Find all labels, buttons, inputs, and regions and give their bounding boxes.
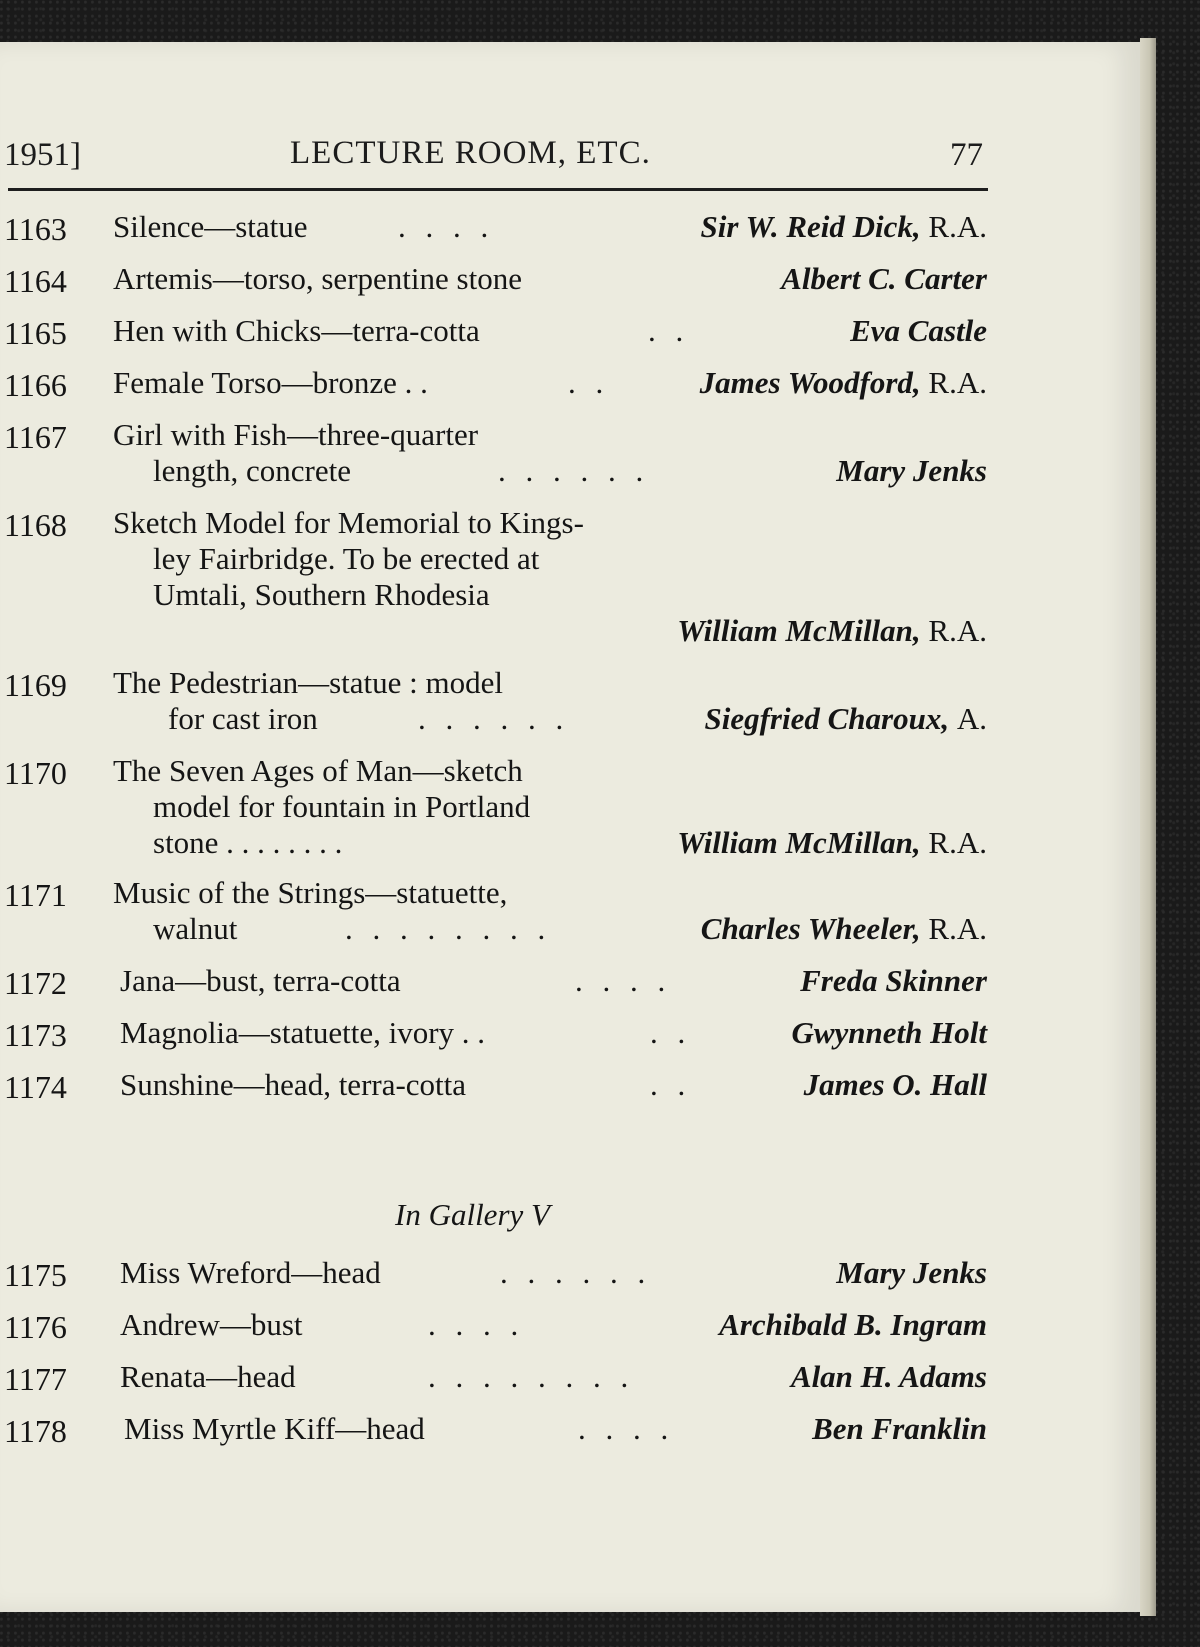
artist-name: Mary Jenks bbox=[836, 1255, 987, 1290]
header-year: 1951] bbox=[4, 137, 81, 173]
header-title: LECTURE ROOM, ETC. bbox=[290, 135, 651, 171]
artist-name: Albert C. Carter bbox=[781, 261, 987, 296]
artist-suffix: R.A. bbox=[928, 825, 987, 860]
entry-title: Jana—bust, terra-cotta bbox=[120, 963, 401, 998]
artist-line bbox=[701, 911, 987, 947]
leader-dots: . . . . bbox=[428, 1307, 525, 1342]
entry-title: Girl with Fish—three-quarter bbox=[113, 417, 479, 452]
entry-title: Sunshine—head, terra-cotta bbox=[120, 1067, 467, 1102]
artist-suffix: A. bbox=[956, 701, 987, 736]
leader-dots: . . bbox=[650, 1015, 692, 1050]
leader-dots: . . . . . . bbox=[500, 1255, 652, 1290]
entry-title: Andrew—bust bbox=[120, 1307, 303, 1342]
artist-suffix: R.A. bbox=[928, 209, 987, 244]
artist-name: James O. Hall bbox=[803, 1067, 987, 1102]
entry-number: 1177 bbox=[4, 1361, 67, 1397]
page-number: 77 bbox=[950, 137, 983, 173]
entry-continuation: walnut bbox=[153, 911, 238, 946]
artist-line bbox=[705, 701, 988, 737]
artist-line bbox=[677, 825, 987, 861]
page-edge bbox=[1140, 38, 1156, 1616]
artist-name: Charles Wheeler, bbox=[700, 911, 921, 946]
entry-title: Renata—head bbox=[120, 1359, 296, 1394]
entry-number: 1170 bbox=[4, 755, 67, 791]
artist-name: Siegfried Charoux, bbox=[704, 701, 950, 736]
leader-dots: . . . . . . bbox=[418, 701, 570, 736]
entry-number: 1167 bbox=[4, 419, 67, 455]
artist-name: Freda Skinner bbox=[800, 963, 987, 998]
entry-continuation: model for fountain in Portland bbox=[153, 789, 531, 824]
entry-title: Miss Myrtle Kiff—head bbox=[124, 1411, 425, 1446]
entry-number: 1175 bbox=[4, 1257, 67, 1293]
entry-number: 1163 bbox=[4, 211, 67, 247]
artist-name: William McMillan, bbox=[677, 825, 921, 860]
running-header bbox=[0, 95, 990, 173]
artist-name: Gwynneth Holt bbox=[791, 1015, 987, 1050]
entry-continuation: stone . . . . . . . . bbox=[153, 825, 343, 860]
entry-continuation: for cast iron bbox=[168, 701, 318, 736]
artist-line bbox=[700, 209, 987, 245]
entry-title: Artemis—torso, serpentine stone bbox=[113, 261, 522, 296]
entry-continuation: length, concrete bbox=[153, 453, 351, 488]
section-heading: In Gallery V bbox=[395, 1197, 550, 1232]
entry-title: The Pedestrian—statue : model bbox=[113, 665, 503, 700]
artist-name: William McMillan, bbox=[677, 613, 921, 648]
entry-title: Silence—statue bbox=[113, 209, 308, 244]
header-rule bbox=[8, 188, 988, 191]
entry-number: 1172 bbox=[4, 965, 67, 1001]
artist-name: Alan H. Adams bbox=[790, 1359, 987, 1394]
leader-dots: . . . . bbox=[578, 1411, 675, 1446]
entry-title: The Seven Ages of Man—sketch bbox=[113, 753, 523, 788]
leader-dots: . . bbox=[568, 365, 610, 400]
entry-number: 1176 bbox=[4, 1309, 67, 1345]
entry-continuation: Umtali, Southern Rhodesia bbox=[153, 577, 490, 612]
leader-dots: . . . . bbox=[575, 963, 672, 998]
artist-line bbox=[700, 365, 987, 401]
entry-title: Female Torso—bronze . . bbox=[113, 365, 428, 400]
entry-number: 1165 bbox=[4, 315, 67, 351]
entry-number: 1171 bbox=[4, 877, 67, 913]
leader-dots: . . . . . . . . bbox=[345, 911, 552, 946]
leader-dots: . . . . . . bbox=[498, 453, 650, 488]
artist-suffix: R.A. bbox=[928, 911, 987, 946]
leader-dots: . . . . bbox=[398, 209, 495, 244]
artist-suffix: R.A. bbox=[928, 365, 987, 400]
artist-suffix: R.A. bbox=[928, 613, 987, 648]
artist-name: Mary Jenks bbox=[836, 453, 987, 488]
entry-number: 1168 bbox=[4, 507, 67, 543]
entry-number: 1173 bbox=[4, 1017, 67, 1053]
leader-dots: . . bbox=[648, 313, 690, 348]
leader-dots: . . . . . . . . bbox=[428, 1359, 635, 1394]
entry-number: 1166 bbox=[4, 367, 67, 403]
entry-title: Sketch Model for Memorial to Kings- bbox=[113, 505, 584, 540]
artist-name: James Woodford, bbox=[699, 365, 921, 400]
artist-name: Sir W. Reid Dick, bbox=[700, 209, 921, 244]
artist-name: Archibald B. Ingram bbox=[719, 1307, 987, 1342]
artist-name: Eva Castle bbox=[850, 313, 987, 348]
entry-number: 1164 bbox=[4, 263, 67, 299]
artist-line bbox=[677, 613, 987, 649]
entry-title: Magnolia—statuette, ivory . . bbox=[120, 1015, 486, 1050]
leader-dots: . . bbox=[650, 1067, 692, 1102]
entry-title: Music of the Strings—statuette, bbox=[113, 875, 508, 910]
entry-number: 1169 bbox=[4, 667, 67, 703]
entry-continuation: ley Fairbridge. To be erected at bbox=[153, 541, 540, 576]
entry-title: Hen with Chicks—terra-cotta bbox=[113, 313, 480, 348]
artist-name: Ben Franklin bbox=[812, 1411, 987, 1446]
entry-number: 1178 bbox=[4, 1413, 67, 1449]
entry-number: 1174 bbox=[4, 1069, 67, 1105]
entry-title: Miss Wreford—head bbox=[120, 1255, 381, 1290]
